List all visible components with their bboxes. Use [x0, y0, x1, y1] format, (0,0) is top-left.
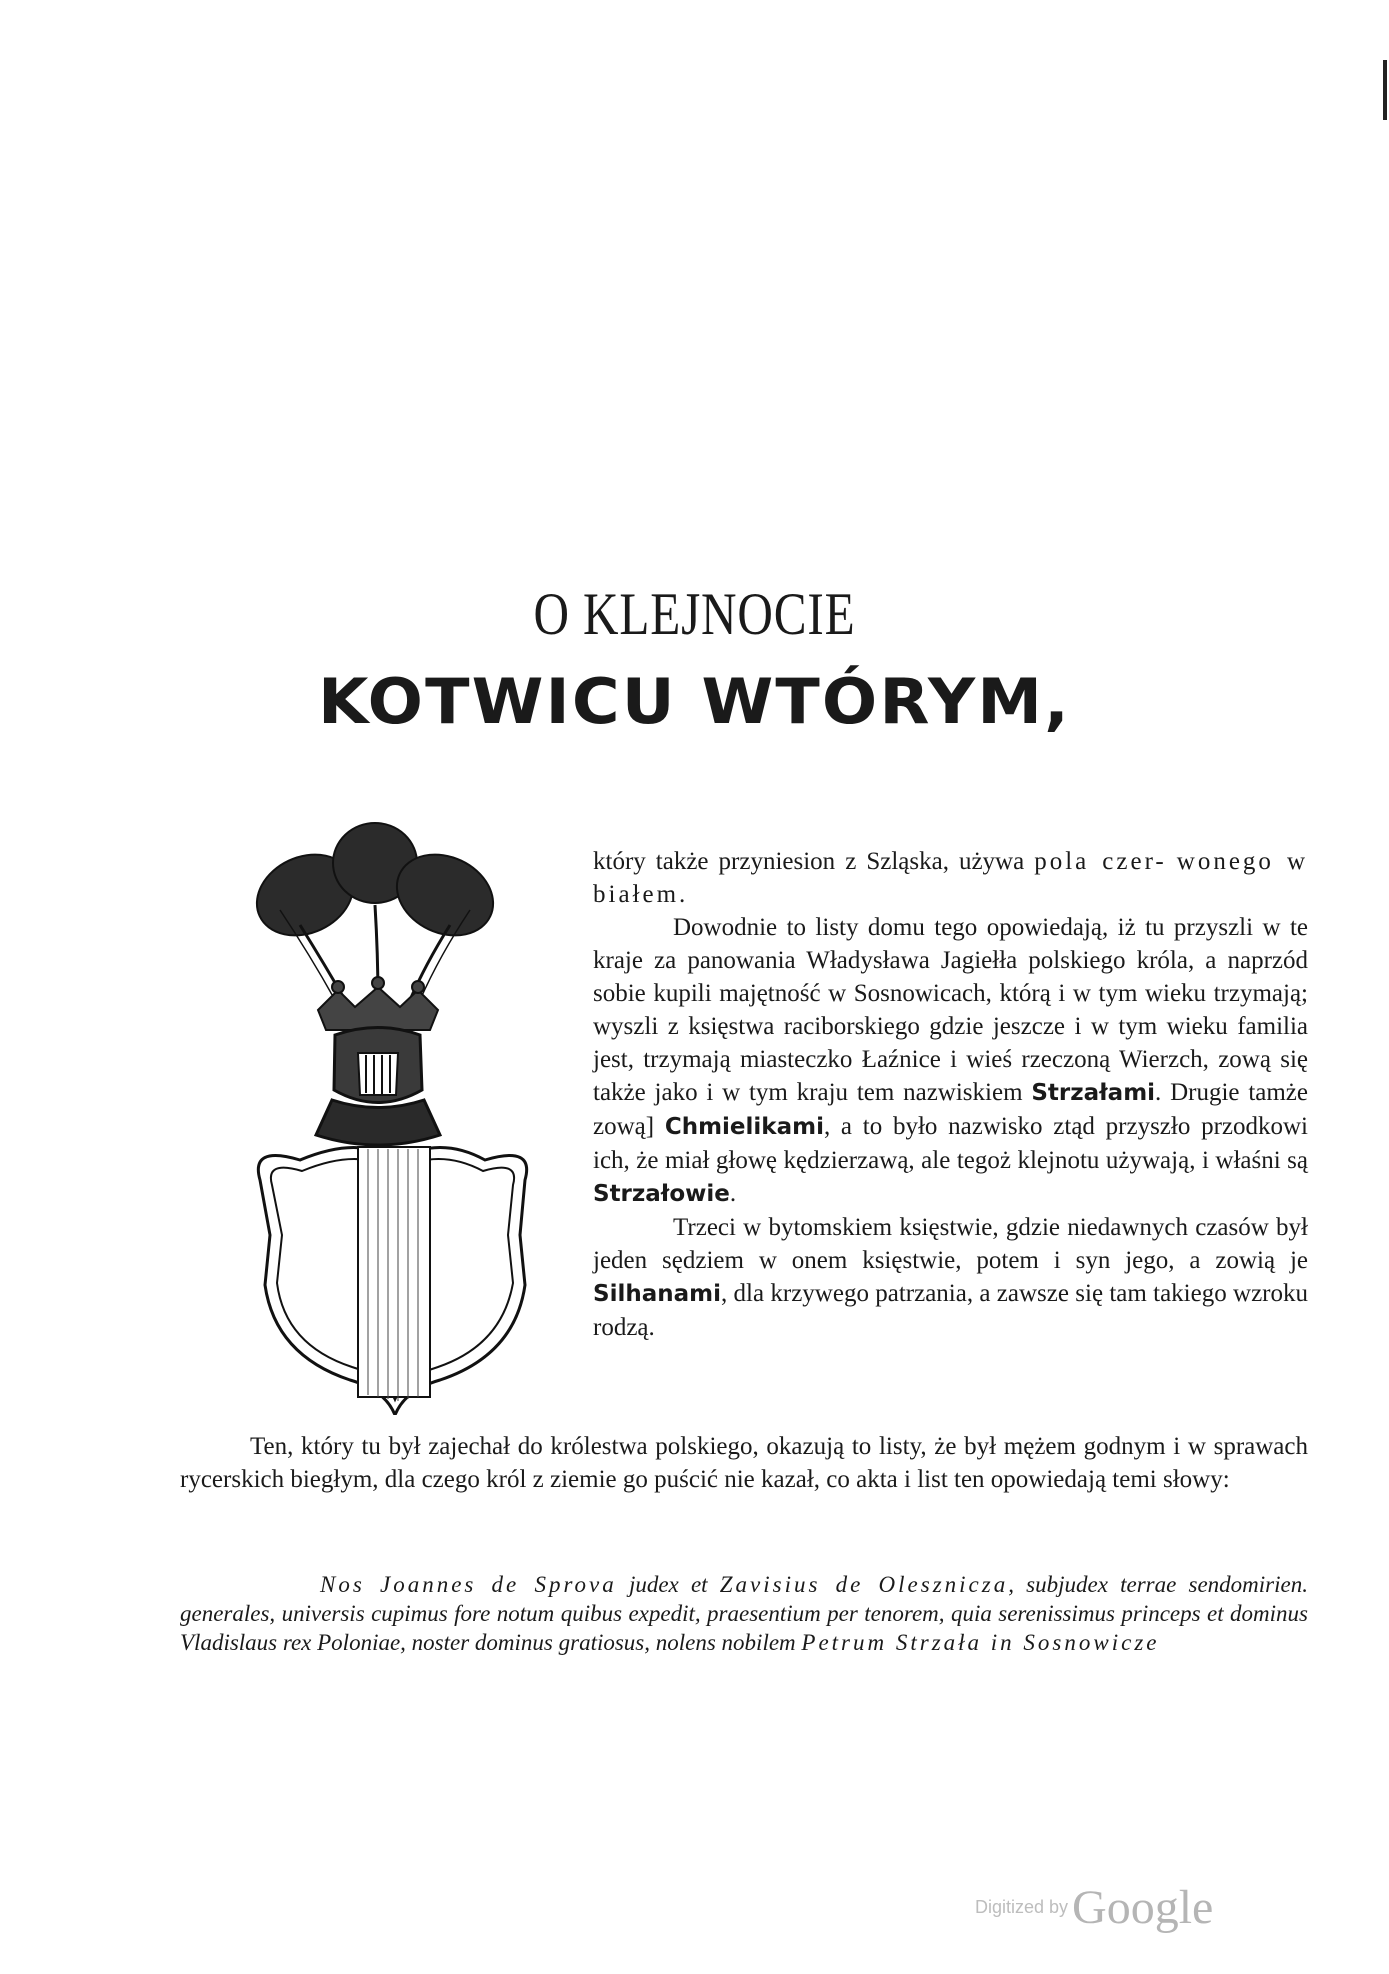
latin-text: , subjudex terrae sendomirien. generales, universis cupimus fore notum quibus expedit, praesentium per tenorem, quia serenissimus princeps et dominus Vladislaus rex Poloniae, noster dominus gratiosus, nolens nobilem	[180, 1572, 1308, 1655]
emphasized-name: Strzałami	[1031, 1080, 1156, 1106]
emphasized-name: Silhanami	[593, 1281, 721, 1307]
latin-text: judex et	[616, 1572, 720, 1597]
paragraph-text: , a to było nazwisko ztąd przyszło przodkowi ich, że miał głowę kędzierzawą, ale tegoż klejnotu używają, i właśni są	[593, 1113, 1308, 1174]
full-width-paragraph	[180, 1430, 1308, 1496]
digitized-label: Digitized by	[975, 1897, 1069, 1917]
paragraph-text: Ten, który tu był zajechał do królestwa polskiego, okazują to listy, że był mężem godnym i w sprawach rycerskich biegłym, dla czego król z ziemie go puścić nie kazał, co akta i list ten opowiedają temi słowy:	[180, 1433, 1308, 1493]
emphasized-name: Chmielikami	[664, 1114, 824, 1140]
paragraph-text: . Drugie tamże zową]	[593, 1079, 1308, 1140]
paragraph-text: Dowodnie to listy domu tego opowiedają, iż tu przyszli w te kraje za panowania Władysława Jagiełła polskiego króla, a naprzód sobie kupili majętność w Sosnowicach, którą i w tym wieku trzymają; wyszli z księstwa raciborskiego gdzie jeszcze i w tym wieku familia jest, trzymają miasteczko Łaźnice i wieś rzeczoną Wierzch, zową się także jako i w tym kraju tem nazwiskiem	[593, 914, 1308, 1106]
latin-name: Zavisius de Olesznicza	[719, 1572, 1009, 1597]
paragraph-text: .	[729, 1180, 737, 1207]
shield-icon	[258, 1147, 526, 1415]
title-line-2: KOTWICU WTÓRYM,	[318, 665, 1071, 738]
google-logo: Google	[1072, 1881, 1214, 1934]
latin-quotation	[180, 1570, 1308, 1657]
digitized-watermark	[975, 1880, 1213, 1935]
paragraph-text: , dla krzywego patrzania, a zawsze się tam takiego wzroku rodzą.	[593, 1280, 1308, 1341]
text-segment: który także przyniesion z Szląska, używa	[593, 848, 1035, 875]
text-segment-spaced: wonego w białem.	[593, 848, 1309, 908]
text-segment-spaced: pola czer-	[1034, 848, 1167, 875]
latin-name: Petrum Strzała in Sosnowicze	[801, 1630, 1160, 1655]
crown-icon	[318, 977, 438, 1030]
latin-name: Nos Joannes de Sprova	[320, 1572, 617, 1597]
scan-edge-mark	[1383, 60, 1387, 120]
right-column-text	[593, 845, 1308, 1344]
coat-of-arms-illustration	[240, 815, 550, 1415]
paragraph-text: Trzeci w bytomskiem księstwie, gdzie niedawnych czasów był jeden sędziem w onem księstwie, potem i syn jego, a zowią je	[593, 1214, 1308, 1274]
helmet-icon	[316, 1028, 440, 1146]
emphasized-name: Strzałowie	[593, 1181, 730, 1207]
title-line-1: O KLEJNOCIE	[533, 581, 856, 647]
